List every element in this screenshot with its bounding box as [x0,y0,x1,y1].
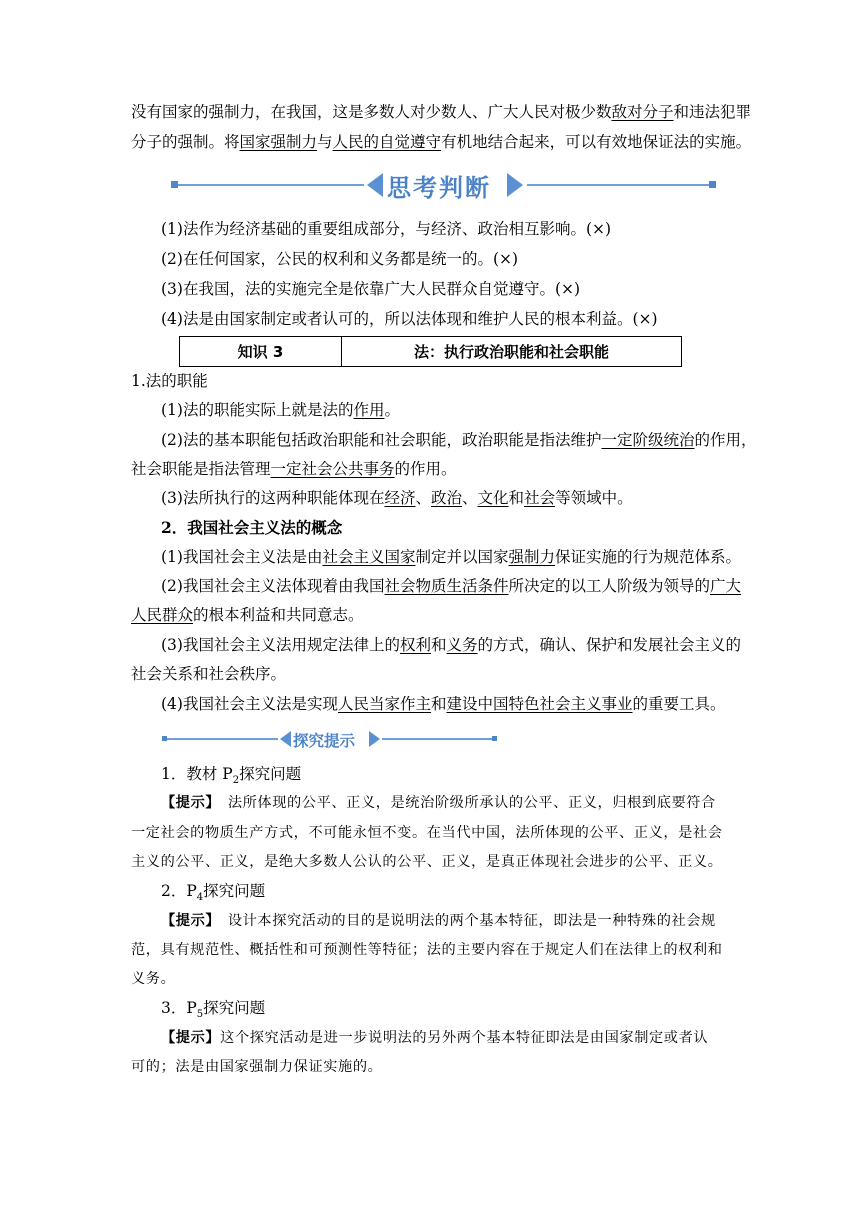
underlined-term: 人民当家作主 [337,695,431,713]
subscript: 4 [196,892,204,904]
banner-line [167,738,278,740]
intro-line-2 [131,132,752,152]
underlined-term: 敌对分子 [611,103,674,121]
heading-text: 2．我国社会主义法的概念 [161,518,343,537]
knowledge-table [179,336,682,367]
banner-arrow-left-icon [280,731,291,747]
banner-title: 探究提示 [293,732,356,750]
text: 3．P [161,999,197,1017]
underlined-term: 强制力 [508,548,556,566]
sec1-p3 [161,488,731,508]
text: 社会职能是指法管理 [131,460,271,478]
underlined-term: 社会主义国家 [322,548,416,566]
banner-explore [162,729,497,749]
text: (2)我国社会主义法体现着由我国 [161,577,385,595]
explore-question-1 [161,764,731,791]
explore-answer-2-line2: 范，具有规范性、概括性和可预测性等特征；法的主要内容在于规定人们在法律上的权利和 [131,942,723,958]
text: 等领域中。 [555,489,633,507]
sec2-p1 [161,547,742,567]
text: 探究问题 [203,882,266,900]
explore-answer-1-line3: 主义的公平、正义，是绝大多数人公认的公平、正义，是真正体现社会进步的公平、正义。 [131,854,723,870]
banner-line [527,184,709,186]
text: 的重要工具。 [632,695,726,713]
banner-arrow-right-icon [369,731,380,747]
underlined-term: 义务 [446,636,478,654]
judgment-3: (3)在我国，法的实施完全是依靠广大人民群众自觉遵守。(×) [161,280,581,298]
judgment-2: (2)在任何国家，公民的权利和义务都是统一的。(×) [161,250,519,268]
text: 所决定的以工人阶级为领导的 [508,577,710,595]
text: 探究问题 [239,765,302,783]
subscript: 2 [232,775,240,787]
banner-dot [492,736,497,741]
text: 制定并以国家 [415,548,509,566]
underlined-term: 国家强制力 [239,133,318,151]
banner-arrow-right-icon [507,173,523,197]
text: (3)法所执行的这两种职能体现在 [161,489,385,507]
text: 2．P [161,882,197,900]
explore-question-3 [161,998,731,1025]
text: 1．教材 P [161,765,233,783]
intro-line-1 [131,102,752,122]
text: 、 [462,489,478,507]
underlined-term: 一定社会公共事务 [270,460,395,478]
text: (1)我国社会主义法是由 [161,548,323,566]
underlined-term: 作用 [353,401,385,419]
explore-answer-2-line3: 义务。 [131,971,176,987]
sec2-p2-line2 [131,605,731,625]
explore-answer-3-line1 [161,1028,731,1048]
underlined-term: 人民的自觉遵守 [332,133,442,151]
section-1-heading: 1.法的职能 [131,372,208,390]
text: 保证实施的行为规范体系。 [555,548,742,566]
sec2-p3-line1 [161,635,742,655]
sec1-p2-line1 [161,430,757,450]
text: 的作用。 [394,460,457,478]
text: 。 [384,401,400,419]
text: 的方式，确认、保护和发展社会主义的 [477,636,742,654]
underlined-term: 经济 [384,489,416,507]
underlined-term: 政治 [431,489,463,507]
knowledge-topic: 法：执行政治职能和社会职能 [342,337,682,367]
text: 分子的强制。将 [131,133,240,151]
text: (3)我国社会主义法用规定法律上的 [161,636,400,654]
text: 、 [415,489,431,507]
sec2-p4 [161,694,731,714]
knowledge-label: 知识 3 [180,337,342,367]
text: 和 [430,695,447,713]
text: (2)法的基本职能包括政治职能和社会职能，政治职能是指法维护 [161,431,602,449]
underlined-term: 文化 [477,489,509,507]
text: 法所体现的公平、正义，是统治阶级所承认的公平、正义，归根到底要符合 [213,795,716,811]
text: 这个探究活动是进一步说明法的另外两个基本特征即法是由国家制定或者认 [220,1030,709,1046]
judgment-4: (4)法是由国家制定或者认可的，所以法体现和维护人民的根本利益。(×) [161,310,658,328]
tip-label: 【提示】 [161,795,214,811]
underlined-term: 社会 [524,489,556,507]
text: 没有国家的强制力，在我国，这是多数人对少数人、广大人民对极少数 [131,103,612,121]
sec1-p2-line2 [131,459,731,479]
explore-answer-3-line2: 可的；法是由国家强制力保证实施的。 [131,1059,383,1075]
banner-line [382,738,492,740]
text: 和违法犯罪 [673,103,752,121]
banner-title: 思考判断 [387,174,491,202]
tip-label: 【提示】 [161,1030,221,1046]
text: 和 [508,489,525,507]
underlined-term: 建设中国特色社会主义事业 [446,695,633,713]
text: (4)我国社会主义法是实现 [161,695,338,713]
underlined-term: 一定阶级统治 [601,431,695,449]
banner-dot [171,181,178,188]
banner-arrow-left-icon [367,173,383,197]
text: 有机地结合起来，可以有效地保证法的实施。 [441,133,752,151]
banner-dot [709,181,716,188]
text: 探究问题 [203,999,266,1017]
text: 的根本利益和共同意志。 [193,606,364,624]
text: (1)法的职能实际上就是法的 [161,401,354,419]
sec2-p3-line2: 社会关系和社会秩序。 [131,665,287,683]
text: 和 [430,636,447,654]
text: 与 [317,133,333,151]
sec2-p2-line1 [161,576,742,596]
explore-answer-1-line1 [161,793,731,813]
section-2-heading [161,518,731,538]
banner-think [171,170,716,200]
sec1-p1 [161,400,731,420]
underlined-term: 社会物质生活条件 [384,577,509,595]
underlined-term: 人民群众 [131,606,194,624]
explore-answer-2-line1 [161,911,731,931]
banner-line [178,184,364,186]
underlined-term: 广大 [710,577,742,595]
underlined-term: 权利 [399,636,431,654]
judgment-1: (1)法作为经济基础的重要组成部分，与经济、政治相互影响。(×) [161,220,612,238]
explore-question-2 [161,881,731,908]
tip-label: 【提示】 [161,913,214,929]
explore-answer-1-line2: 一定社会的物质生产方式，不可能永恒不变。在当代中国，法所体现的公平、正义，是社会 [131,825,723,841]
text: 设计本探究活动的目的是说明法的两个基本特征，即法是一种特殊的社会规 [213,913,716,929]
subscript: 5 [196,1009,204,1021]
text: 的作用， [694,431,757,449]
